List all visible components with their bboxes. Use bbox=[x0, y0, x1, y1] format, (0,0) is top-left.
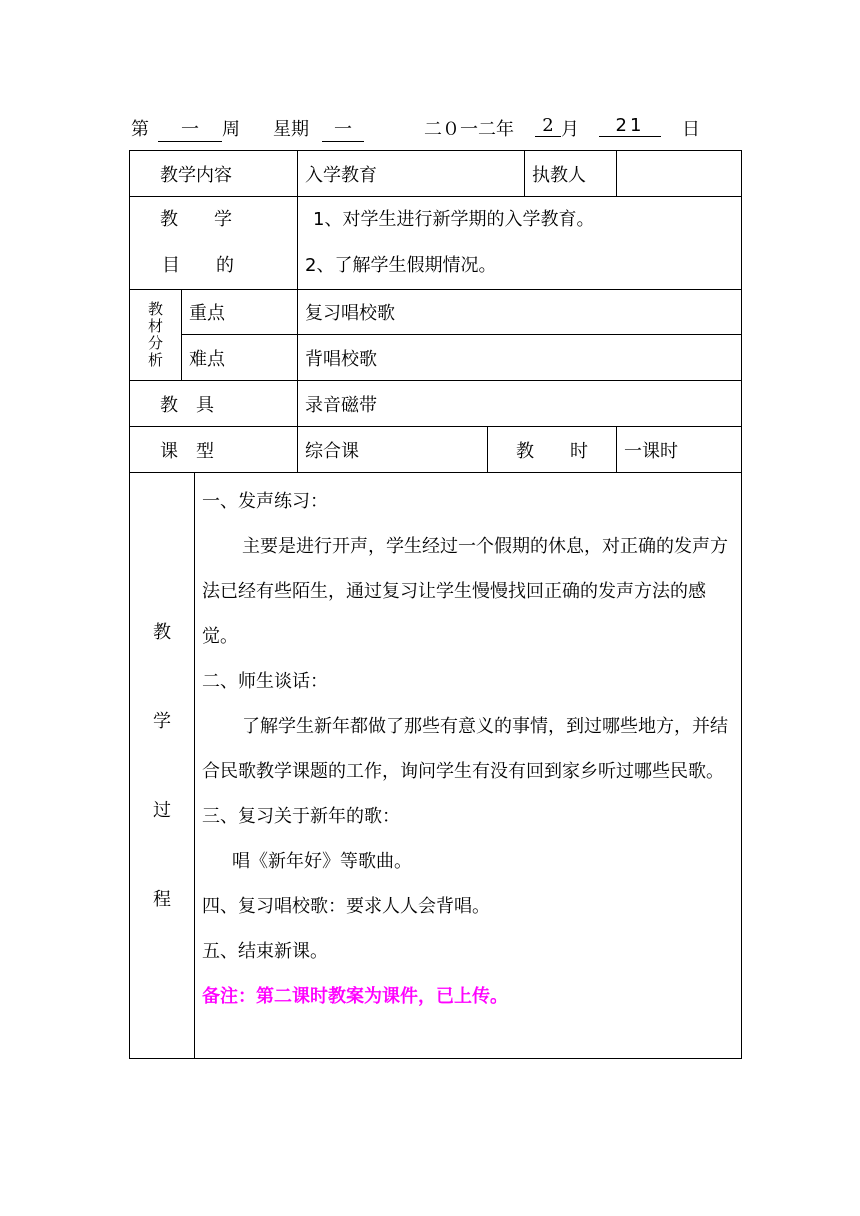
goal-2: 2、了解学生假期情况。 bbox=[305, 255, 497, 276]
weekday-value: 一 bbox=[322, 115, 364, 142]
step-2-body: 了解学生新年都做了那些有意义的事情，到过哪些地方，并结合民歌教学课题的工作，询问学生有没有回到家乡听过哪些民歌。 bbox=[202, 716, 728, 782]
week-prefix: 第 bbox=[131, 119, 149, 140]
key-value: 复习唱校歌 bbox=[298, 290, 742, 335]
weekday-prefix: 星期 bbox=[273, 119, 309, 140]
difficulty-label: 难点 bbox=[182, 335, 298, 381]
key-label: 重点 bbox=[182, 290, 298, 335]
content-label: 教学内容 bbox=[130, 151, 298, 197]
teacher-value bbox=[617, 151, 742, 197]
row-goals bbox=[130, 197, 742, 290]
type-label: 课 型 bbox=[130, 427, 298, 473]
goal-label-line2: 目 的 bbox=[162, 255, 234, 276]
row-content bbox=[130, 151, 742, 197]
row-difficulty bbox=[130, 335, 742, 381]
analysis-label: 教 材 分 析 bbox=[130, 290, 182, 381]
step-5: 五、结束新课。 bbox=[202, 941, 328, 962]
week-suffix: 周 bbox=[222, 119, 240, 140]
teacher-label: 执教人 bbox=[525, 151, 617, 197]
row-key bbox=[130, 290, 742, 335]
step-3-body: 唱《新年好》等歌曲。 bbox=[232, 851, 412, 872]
upload-note: 备注：第二课时教案为课件，已上传。 bbox=[202, 986, 508, 1007]
difficulty-value: 背唱校歌 bbox=[298, 335, 742, 381]
hours-label: 教 时 bbox=[488, 427, 617, 473]
day-suffix: 日 bbox=[682, 119, 700, 140]
row-type bbox=[130, 427, 742, 473]
step-1-title: 一、发声练习： bbox=[202, 491, 328, 512]
goal-label-line1: 教 学 bbox=[160, 209, 232, 230]
type-value: 综合课 bbox=[298, 427, 488, 473]
content-value: 入学教育 bbox=[298, 151, 525, 197]
lesson-date-header bbox=[0, 115, 860, 141]
lesson-plan-table bbox=[129, 150, 742, 1059]
process-label: 教 学 过 程 bbox=[130, 473, 195, 1059]
goal-1: 1、对学生进行新学期的入学教育。 bbox=[313, 209, 595, 230]
tools-value: 录音磁带 bbox=[298, 381, 742, 427]
step-3-title: 三、复习关于新年的歌： bbox=[202, 806, 400, 827]
row-tools bbox=[130, 381, 742, 427]
step-1-body: 主要是进行开声，学生经过一个假期的休息，对正确的发声方法已经有些陌生，通过复习让学生慢慢找回正确的发声方法的感觉。 bbox=[202, 536, 728, 647]
hours-value: 一课时 bbox=[617, 427, 742, 473]
process-content bbox=[195, 473, 742, 1059]
year-text: 二０一二年 bbox=[424, 119, 514, 140]
goal-label bbox=[130, 197, 298, 290]
goal-content bbox=[298, 197, 742, 290]
week-value: 一 bbox=[158, 115, 222, 142]
tools-label: 教 具 bbox=[130, 381, 298, 427]
row-process bbox=[130, 473, 742, 1059]
month-value: 2 bbox=[535, 115, 561, 137]
step-4: 四、复习唱校歌：要求人人会背唱。 bbox=[202, 896, 490, 917]
step-2-title: 二、师生谈话： bbox=[202, 671, 328, 692]
month-suffix: 月 bbox=[561, 119, 579, 140]
day-value: 21 bbox=[599, 115, 661, 137]
